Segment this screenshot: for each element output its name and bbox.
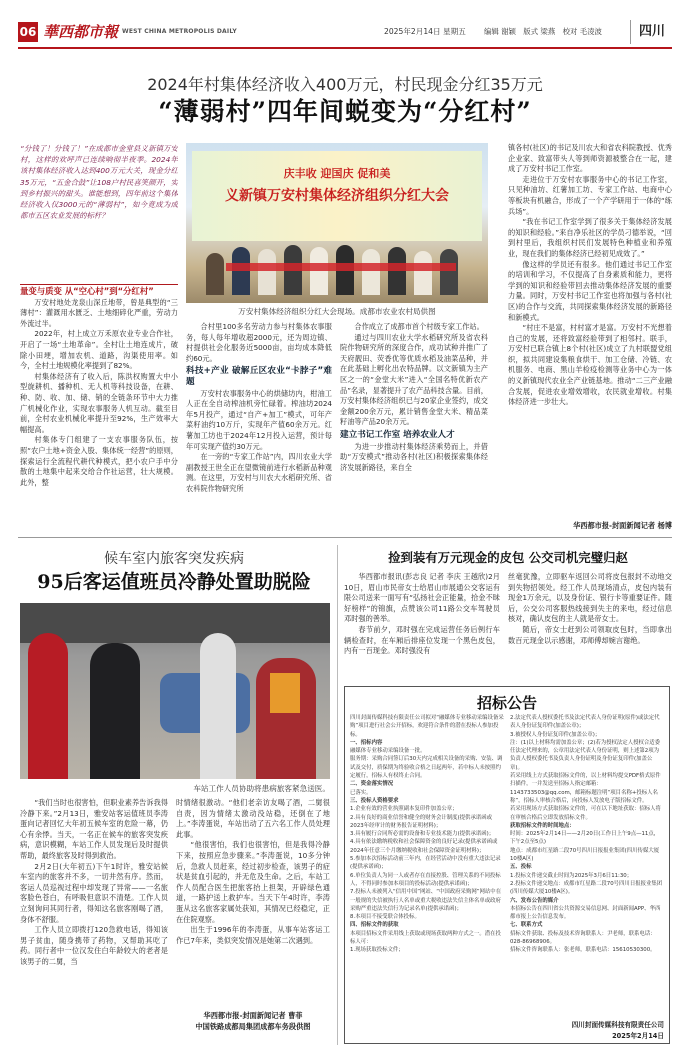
article1-subheading-3: 建立书记工作室 培养农业人才 <box>340 429 455 440</box>
editor-credits: 编辑 谢颖 版式 梁燕 校对 毛凌波 <box>484 27 602 36</box>
paragraph: 镇各村(社区)的书记及川农大和省农科院教授、优秀企业家、致富带头人等到师资源被整合在一起，建成了万安村书记工作室。 <box>508 143 672 174</box>
article1-subheading-2: 科技+产业 破解丘区农业“卡脖子”难题 <box>186 366 332 387</box>
paragraph: 万安村地处龙泉山深丘地带，曾是典型的“三薄村”：灌溉用水匮乏、土地细碎化严重，劳动力外流过半。 <box>20 297 178 328</box>
paragraph: 合作成立了成都市首个村级专家工作站。 <box>354 322 484 331</box>
tender-line: 2.投标文件递交地点：成都市红星路二段70号四川日报报业集团(四川传媒大厦10楼A区)。 <box>510 880 663 896</box>
article1-lead-text: “分钱了！分钱了！”在成都市金堂县义新镇万安村，这样的欢呼声已连续响彻半夜季。2024年该村集体经济收入达到400万元大关，现金分红35万元，“五金合鼓”让108户村民喜笑颜开，实到乡村振兴的甜头。谁能想到，四年前这个集体经济收入仅3000元的“薄弱村”，如今竟成为成都市五区农业发展的标杆？ <box>20 144 178 221</box>
tender-line: 获取招标文件的时间地点： <box>510 822 575 829</box>
article2-credit: 华西都市报-封面新闻记者 曹菲 中国铁路成都局集团成都车务段供图 <box>195 1011 311 1031</box>
tender-line: 本招标公告在四川省公共资源交易信息网、封面新闻APP、华西都市报上公告信息发布。 <box>510 905 661 921</box>
tender-line: 2.法定代表人授权委托书及法定代表人身份证明(原件)或法定代表人身份证复印件(加盖公章)； <box>510 715 660 730</box>
tender-line: 四、招标文件的获取 <box>350 922 399 929</box>
tender-line: 融媒体专业移动采编设备一批。 <box>350 748 426 755</box>
tender-line: 1.投标文件递交截止时间为2025年3月6日11:30； <box>510 872 633 879</box>
tender-line: 1.现场获取投标文件； <box>350 947 404 954</box>
paragraph: 工作人员立即拨打120急救电话，得知该男子贫血，随身携带了药物，又帮助其吃了药。同行者中一位汉发住白年龄较大的老者是该男子的二舅，当 <box>20 925 168 966</box>
tender-line: 若采用线上方式获取招标文件的，以上材料均提交PDF格式原件扫描件，一并发送至招标人指定邮箱：1143733503@qq.com，邮箱标题注明“项目名称+投标人名称”，招标人审核合格后，向投标人发放电子版招标文件。 <box>510 773 661 804</box>
paragraph: 春节前夕，邓时强在完成运营任务后例行车辆检查时，在车厢后排座位发现一个黑色皮包，内有一百现金。邓时强没有 <box>344 624 500 656</box>
tender-line: 3.具有履行合同所必需的设备和专业技术能力(提供承诺函)； <box>350 831 495 838</box>
article2-column-2 <box>176 798 330 1006</box>
paragraph: 像这样的学员还有很多。他们通过书记工作室的培训和学习，不仅提高了自身素质和能力，更将学到的知识和经验带回去推动集体经济发展的重要力量。同时，万安村书记工作室也将加强与各村(社区)的合作与交流，共同探索集体经济发展的新路径和新模式。 <box>508 259 672 322</box>
article3-column-1 <box>344 572 500 680</box>
paragraph: 走进位于万安村农事服务中心的书记工作室，只见种油坊、红薯加工坊、专家工作站、电商中心等板块有机融合，形成了一个产学研用于一体的“练兵场”。 <box>508 174 672 216</box>
article1-title: 2024年村集体经济收入400万元，村民现金分红35万元 <box>147 75 543 94</box>
paragraph: 村集体经济有了收入后，陈洪权购置大中小型旋耕机、播种机、无人机等科技设备，在耕、种、防、收、加、储、销的全链条环节中大力推广机械化作业，实现农事服务人机互动。截至目前，全村农业机械化率提升至92%，生产效率大幅提高。 <box>20 371 178 434</box>
photo-banner-line1: 庆丰收 迎国庆 促和美 <box>283 167 391 180</box>
article2-column-1 <box>20 798 168 1046</box>
tender-line: 七、联系方式 <box>510 922 543 929</box>
article1-subheading-1: 量变与质变 从“空心村”到“分红村” <box>20 284 178 297</box>
tender-line: 一、招标内容 <box>350 739 383 746</box>
tender-line: 2.具有良好的商业信誉和健全的财务会计制度(提供承诺函或2023年经审计的财务报告证明材料)； <box>350 814 493 829</box>
paragraph: 2022年，村上成立万禾原农业专业合作社，开启了一场“土地革命”。全村让土地连成片，破除小田埂，增加农机、道路，沟渠使用率。如今，全村土地规模化率提到了82%。 <box>20 329 178 371</box>
tender-column-1 <box>350 714 504 1040</box>
paragraph: 出生于1996年的李涛蛋，从事车站客运工作已7年来，类似突发情况是她第二次遇到。 <box>176 925 330 945</box>
paragraph: 万安村农事服务中心的烘储坊内，柑油工人正在全自动榨油机旁忙碌着。榨油坊2024年5月投产，通过“自产+加工”模式，可年产菜籽油约10万斤，实现年产值60余万元。红薯加工坊也于2024年12月投入运营，预计每年可实现产值约30万元。 <box>186 388 332 451</box>
tender-line: 六、发布公告的媒介 <box>510 897 559 904</box>
article1-credit: 华西都市报-封面新闻记者 杨博 <box>573 521 672 530</box>
tender-line: 三、投标人资格要求 <box>350 797 399 804</box>
tender-date: 2025年2月14日 <box>612 1032 664 1040</box>
tender-line: 3.被授权人身份证复印件(加盖公章)； <box>510 731 601 738</box>
newspaper-logo: 華西都市報 <box>43 23 119 41</box>
paragraph: 随后，帝女士赶到公司领取皮包时，当即拿出数百元现金以示感谢，邓师傅却婉言谢绝。 <box>508 624 672 645</box>
article1-column-4 <box>508 143 672 521</box>
article2-photo <box>20 603 330 779</box>
tender-line: 已落实。 <box>350 789 372 796</box>
masthead-rule <box>18 47 672 49</box>
tender-line: 时间：2025年2月14日——2月20日(工作日上午9点—11点，下午2点至5点) <box>510 831 660 846</box>
section-name: 四川 <box>630 20 673 44</box>
tender-line: 4.具有依法缴纳税收和社会保障资金的良好记录(提供承诺函或2024年任意三个月缴纳税收和社会保障资金证明材料)； <box>350 839 498 854</box>
masthead <box>18 20 672 44</box>
paragraph: “村庄不是富，村村富才是富。万安村不光想着自己的发展，还将致富经验带到了相邻村。联手，万安村已联合镇上8个村(社区)成立了九村联盟党组织，拟共同建设集粮食烘干、加工仓储、冷链、农机服务、电商、黑山羊检疫检测等业务中心为一体的义新镇现代农业全产业链基地。推动“二三产业融合发展，促进农业增效增收，农民就业增收。村集体经济进一步壮大。 <box>508 323 672 407</box>
article2-photo-caption: 车站工作人员协助将患病旅客紧急送医。 <box>193 784 330 793</box>
photo-banner-line2: 义新镇万安村集体经济组织分红大会 <box>225 188 449 204</box>
tender-line: 招标文件咨询联系人：张老师，联系电话：15610530300。 <box>510 947 656 954</box>
paragraph: 丝毫犹豫，立即驱车返回公司将皮包报封不动地交到失物招领处。经工作人员现场清点，皮包内装有现金1万余元，以及身份证、银行卡等重要证件。随后，公交公司客服热线接到失主的来电，经过信息核对，确认皮包的主人就是帝女士。 <box>508 572 672 624</box>
issue-date: 2025年2月14日 星期五 <box>384 27 466 36</box>
tender-line: 6.单位负责人为同一人或者存在直接控股、管理关系的不同投标人，不得同时参加本项目的投标活动(提供承诺函)； <box>350 872 501 887</box>
article1-photo <box>186 143 488 303</box>
tender-line: 若采用现场方式获取招标文件的，可在以下地址获取：招标人将在审核合格后立即发放招标文件。 <box>510 806 661 821</box>
tender-line: 二、资金落实情况 <box>350 781 394 788</box>
paragraph: “我在书记工作室学到了很多关于集体经济发展的知识和经验。”来自净乐社区的学员刁德举说，“回到村里后，我组织村民们发展特色种植业和养殖业，现在我们的集体经济已经初见成效了。” <box>508 217 672 258</box>
newspaper-english-name: WEST CHINA METROPOLIS DAILY <box>122 28 237 35</box>
paragraph: 时情绪很激动。“他们老亲访友喝了酒，二舅很自责，因为情绪太激动没站稳，还倒在了地上。”李涛蛋说，车站出动了五六名工作人员处理此事。 <box>176 798 330 839</box>
paragraph: 在一旁的“专家工作站”内，四川农业大学副教授王世全正在望微镜前进行水稻新品种观测。在这里，万安村与川农大水稻研究所、省农科院作物研究所 <box>186 452 332 493</box>
tender-line: 5.参加本次招标活动前三年内，在经营活动中没有重大违法记录(提供承诺函)； <box>350 856 501 871</box>
paragraph: 通过与四川农业大学水稻研究所及省农科院作物研究所的深度合作，成功试种并推广了天府靓田、荧香优等优质水稻及油菜品种，并在此基础上孵化出农特品牌。以文新镇为主产区之一的“金堂大米”进入“全国名特优新农产品”名录，显著提升了农产品科技含量。目前，万安村集体经济组织已与20家企业签约，成交金额200余万元，累计销售金堂大米、精品菜籽油等产品20余万元。 <box>340 332 488 427</box>
tender-notice-title: 招标公告 <box>476 694 537 712</box>
article1-headline: “薄弱村”四年间蜕变为“分红村” <box>158 97 532 126</box>
article3-column-2 <box>508 572 672 680</box>
tender-line: 注：(1)以上材料均需加盖公章；(2)若为授权法定人授权合适委任法定代理来的，公章用法定代表人身份证明，则上述第2项为负责人授权委托书及负责人身份证明及身份证复印件(加盖公章)。 <box>510 739 661 771</box>
tender-line: 招标文件获取、投标及技术咨询联系人：尹老师，联系电话：028-86968906。 <box>510 930 656 946</box>
tender-signature: 四川封面传媒科技有限责任公司 <box>571 1021 664 1029</box>
article1-column-2 <box>186 322 332 534</box>
paragraph: 华西都市报讯(彭志良 记者 李庆 王越欣)2月10日，眉山市民帝女士给眉山市展通公交客运有限公司送来一面写有“弘扬社会正能量，拾金不昧好榜样”的锦旗，点赞该公司11路公交车驾驶员邓时强的善举。 <box>344 572 500 624</box>
paragraph: “我们当时也很害怕，但职业素养告诉我得冷静下来。”2月13日，雅安站客运值班员李涛蛋向记者回忆大年初五候车室的危险一幕，仍心有余悸。当天，一名正在候车的旅客突发疾病，意识模糊，车站工作人员发现后及时提供帮助，最终旅客及时得到救治。 <box>20 798 168 860</box>
crowd-figures <box>206 235 476 295</box>
tender-column-2 <box>510 714 664 1014</box>
article2-kicker: 候车室内旅客突发疾病 <box>104 551 244 567</box>
paragraph: 为进一步推动村集体经济乘势而上，并借助“万安模式”推动各村(社区)积极探索集体经济发展新路径，来自全 <box>340 441 488 472</box>
paragraph: “他很害怕，我们也很害怕，但是我得冷静下来，按照应急步骤来。”李涛蛋说，10多分钟后，急救人员赶来，经过初步检查，该男子的症状是贫血引起的，并无危及生命。之后，车站工作人员配合医生把旅客抬上担架，开辟绿色通道，一路护送上救护车。当天下午4时许，李涛蛋从这名旅客家属处获知，其情况已经稳定，正在住院观察。 <box>176 840 330 924</box>
section-divider <box>18 537 672 538</box>
tender-line: 7.投标人未被列入“信用中国”网站、“中国政府采购网”网站中在一般规的失信被执行人名单或重大税收违法失信主体名单或政府采购严重违法失信行为记录名单(提供承诺函)； <box>350 889 502 912</box>
tender-line: 服务期：采购合同签订后30天内完成相关设备的采购、安装、调试及交付，质保期为终验收合格之日起两年，若中标人未按照约定履行，招标人有权终止合同。 <box>350 756 503 780</box>
article1-photo-caption: 万安村集体经济组织分红大会现场。成都市农业农村局供图 <box>238 307 436 316</box>
article1-lead <box>20 143 178 279</box>
page-number: 06 <box>18 22 38 42</box>
article1-column-1 <box>20 282 178 532</box>
article3-headline: 捡到装有万元现金的皮包 公交司机完璧归赵 <box>388 550 628 565</box>
article1-column-3 <box>340 322 488 534</box>
tender-line: 1.企业有效的营业执照副本复印件加盖公章； <box>350 806 458 813</box>
paragraph: 村集体专门组建了一支农事服务队伍，按照“农户土地+资金入股、集体统一经营”的原则，探索运行全流程代耕代种模式，把小农户手中分散的土地集中起来交给合作社运营，壮大规模。此外，整 <box>20 435 178 487</box>
article2-headline: 95后客运值班员冷静处置助脱险 <box>37 571 311 593</box>
tender-line: 本项目招标文件采用线上获取或现场获取两种方式之一。潜在投标人可： <box>350 930 501 946</box>
tender-line: 四川封面传媒科技有限责任公司拟对“融媒体专业移动采编设备采购”项目进行社会公开招标，欢迎符合条件的潜在投标人参加投标。 <box>350 715 504 738</box>
paragraph: 合村里100多名劳动力参与村集体农事服务，每人每年增收超2000元，还为周边镇、村提供社会化服务近5000亩，亩均成本降低约60元。 <box>186 322 332 363</box>
tender-line: 五、投标 <box>510 864 532 871</box>
column-divider <box>337 545 338 1045</box>
tender-line: 8.本项目不接受联合体投标。 <box>350 914 420 921</box>
tender-line: 地点：成都市红星路二段70号四川日报报业集团(四川传媒大厦10楼A区) <box>510 847 660 863</box>
paragraph: 2月2日(大年初五)下午1时许，雅安站候车室内的旅客并不多，一切井然有序。然而，客运人员巡视过程中却发现了异常——一名旅客脸色苍白，有呼吸但意识不清楚。工作人员立刻询问其同行者，得知这名旅客刚喝了酒，身体不舒服。 <box>20 861 168 924</box>
